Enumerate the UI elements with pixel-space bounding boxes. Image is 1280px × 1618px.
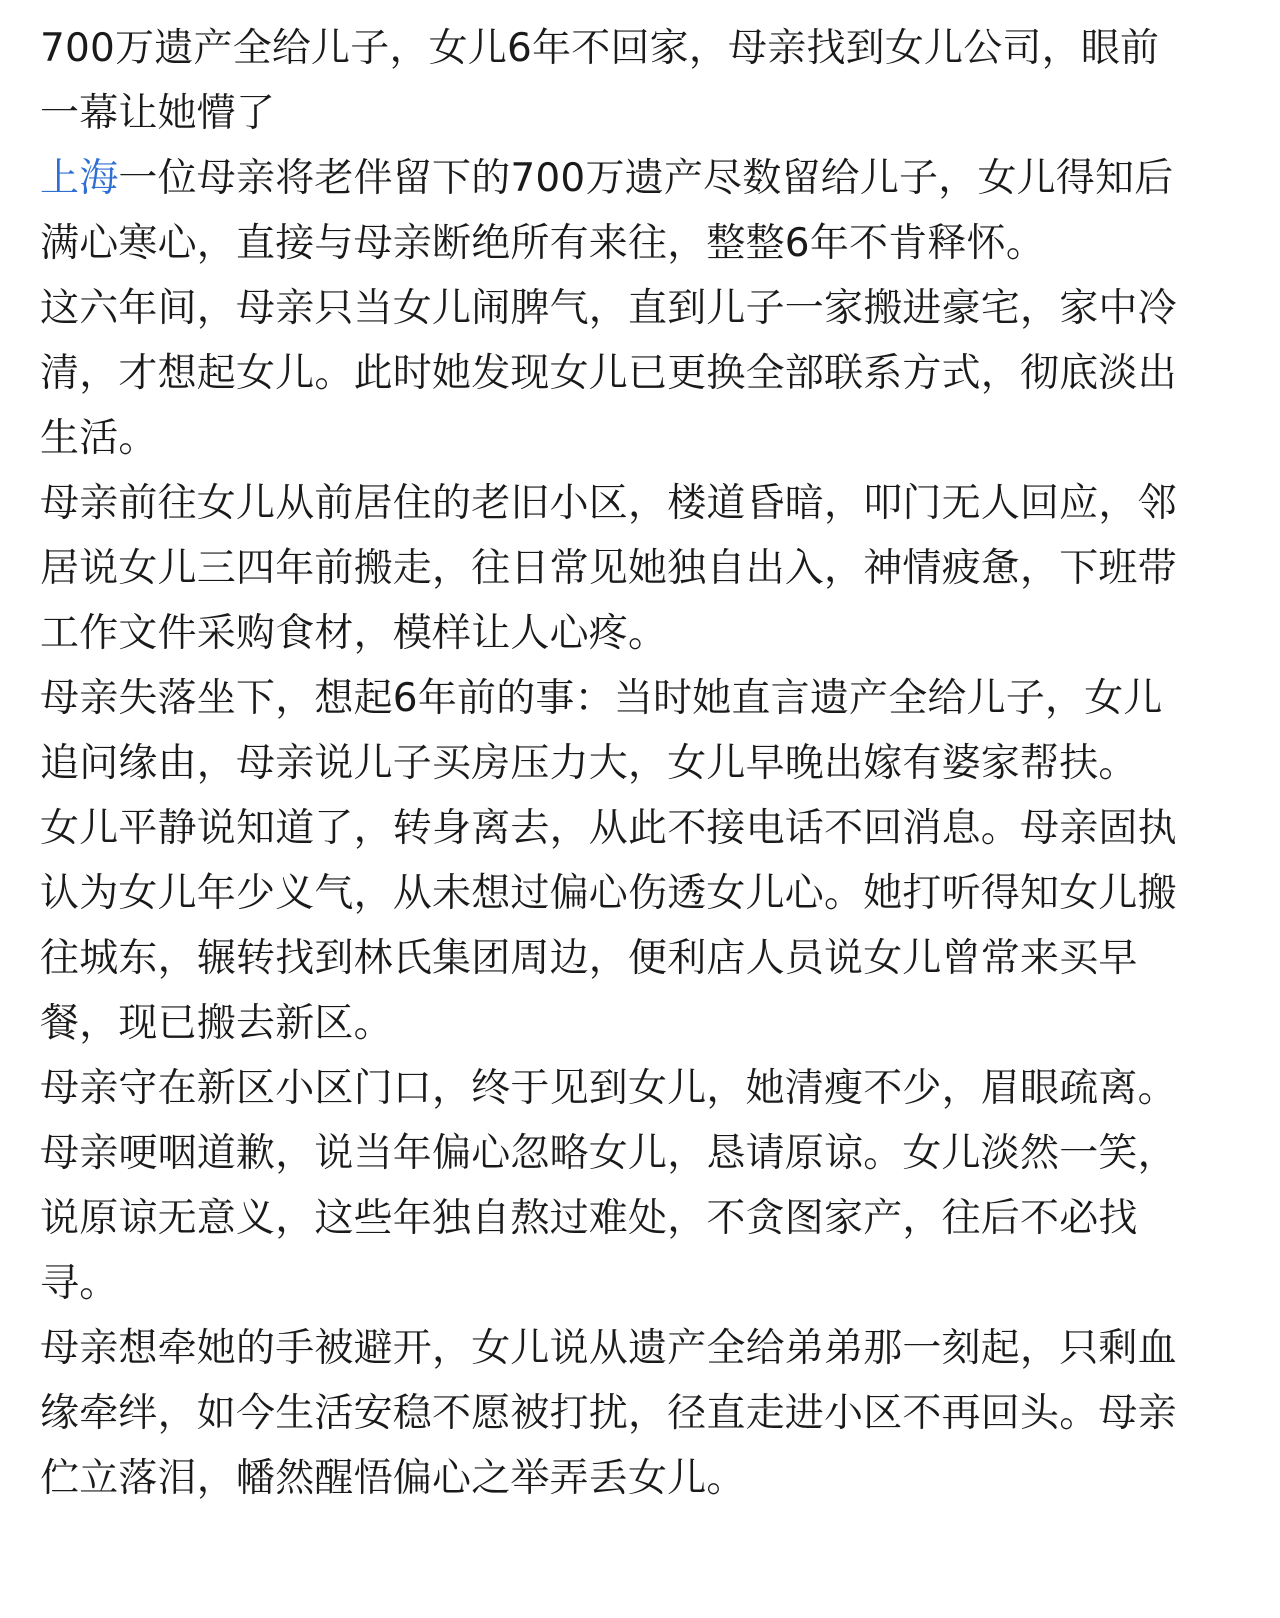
paragraph-3: 母亲前往女儿从前居住的老旧小区，楼道昏暗，叩门无人回应，邻居说女儿三四年前搬走，往日常见她独自出入，神情疲惫，下班带工作文件采购食材，模样让人心疼。: [40, 481, 1177, 656]
paragraph-5: 女儿平静说知道了，转身离去，从此不接电话不回消息。母亲固执认为女儿年少义气，从未想过偏心伤透女儿心。她打听得知女儿搬往城东，辗转找到林氏集团周边，便利店人员说女儿曾常来买早餐，现已搬去新区。: [40, 806, 1177, 1046]
paragraph-1: [40, 146, 1198, 276]
article-title: 700万遗产全给儿子，女儿6年不回家，母亲找到女儿公司，眼前一幕让她懵了: [40, 26, 1160, 136]
paragraph-1-text: 一位母亲将老伴留下的700万遗产尽数留给儿子，女儿得知后满心寒心，直接与母亲断绝所有来往，整整6年不肯释怀。: [40, 156, 1174, 266]
paragraph-7: 母亲想牵她的手被避开，女儿说从遗产全给弟弟那一刻起，只剩血缘牵绊，如今生活安稳不愿被打扰，径直走进小区不再回头。母亲伫立落泪，幡然醒悟偏心之举弄丢女儿。: [40, 1326, 1177, 1501]
paragraph-4: 母亲失落坐下，想起6年前的事：当时她直言遗产全给儿子，女儿追问缘由，母亲说儿子买房压力大，女儿早晚出嫁有婆家帮扶。: [40, 676, 1163, 786]
paragraph-6: 母亲守在新区小区门口，终于见到女儿，她清瘦不少，眉眼疏离。母亲哽咽道歉，说当年偏心忽略女儿，恳请原谅。女儿淡然一笑，说原谅无意义，这些年独自熬过难处，不贪图家产，往后不必找寻。: [40, 1066, 1177, 1306]
location-link[interactable]: 上海: [40, 156, 119, 201]
paragraph-2: 这六年间，母亲只当女儿闹脾气，直到儿子一家搬进豪宅，家中冷清，才想起女儿。此时她发现女儿已更换全部联系方式，彻底淡出生活。: [40, 286, 1177, 461]
article-body: [40, 16, 1198, 1511]
